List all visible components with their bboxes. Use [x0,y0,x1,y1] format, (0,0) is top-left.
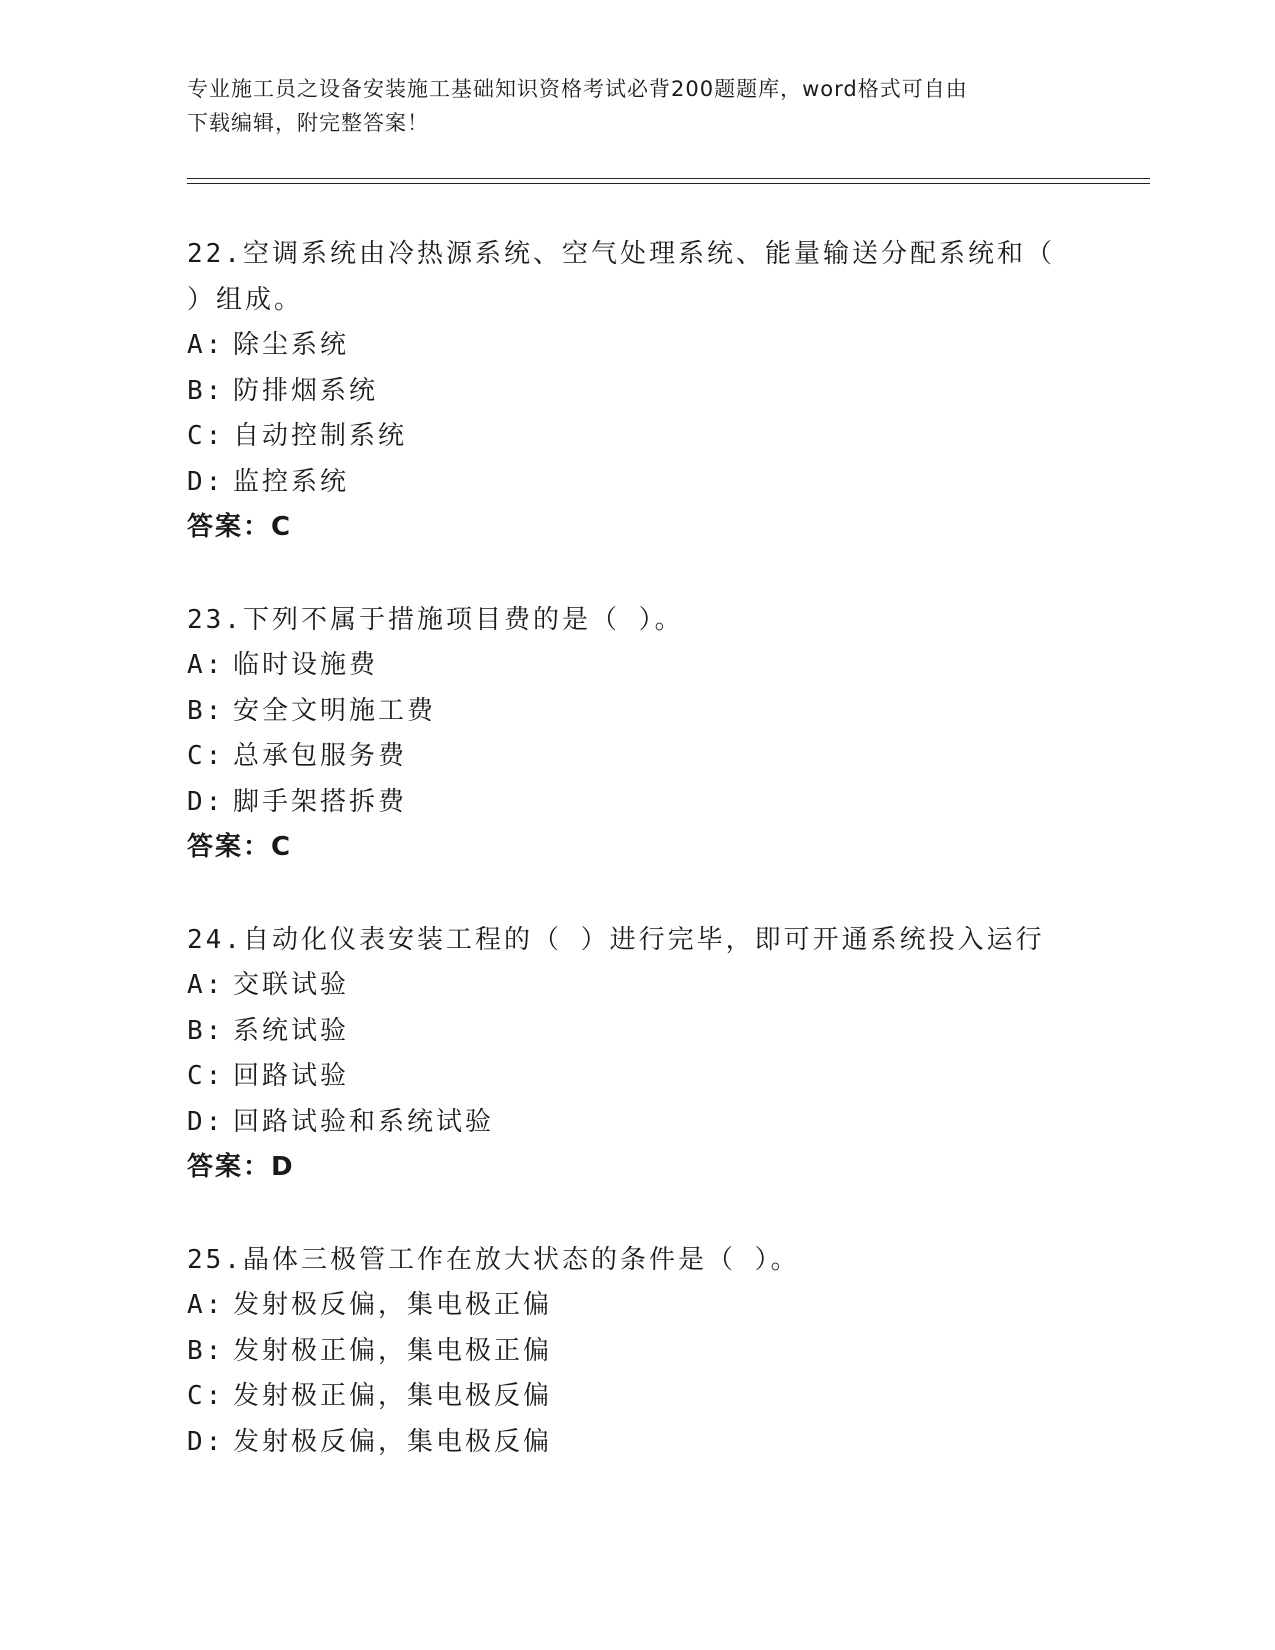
option-key: A: [187,970,225,1000]
option-b [187,689,1087,735]
option-key: C: [187,741,225,771]
document-header [187,72,1087,140]
option-text: 临时设施费 [233,650,379,680]
header-line-2: 下载编辑，附完整答案！ [187,111,429,135]
question-stem: 22.空调系统由冷热源系统、空气处理系统、能量输送分配系统和（ [187,239,1055,269]
answer-label: 答案：D [187,1152,295,1182]
option-text: 脚手架搭拆费 [233,786,408,817]
option-d [187,1100,1087,1146]
option-text: 监控系统 [233,466,350,497]
option-d [187,460,1087,506]
option-key: A: [187,650,225,680]
option-key: D: [187,1426,225,1457]
header-divider-top [187,178,1150,179]
option-text: 发射极反偏，集电极正偏 [233,1290,553,1320]
option-text: 总承包服务费 [233,741,408,771]
option-key: B: [187,1335,225,1366]
option-text: 回路试验和系统试验 [233,1106,495,1137]
option-c [187,734,1087,780]
header-divider-bottom [187,183,1150,184]
option-a [187,1283,1087,1329]
option-text: 交联试验 [233,970,350,1000]
option-key: B: [187,695,225,726]
question-23 [187,598,1087,871]
option-text: 系统试验 [233,1015,350,1046]
option-a [187,643,1087,689]
option-key: C: [187,421,225,451]
option-key: B: [187,1015,225,1046]
option-key: D: [187,466,225,497]
option-text: 除尘系统 [233,330,350,360]
option-text: 发射极正偏，集电极正偏 [233,1335,553,1366]
option-key: B: [187,375,225,406]
header-line-1: 专业施工员之设备安装施工基础知识资格考试必背200题题库，word格式可自由 [187,77,968,101]
answer-label: 答案：C [187,512,293,542]
option-a [187,323,1087,369]
option-text: 发射极反偏，集电极反偏 [233,1426,553,1457]
question-25 [187,1238,1087,1466]
question-list [187,232,1087,1512]
option-text: 自动控制系统 [233,421,408,451]
question-stem-continued: ）组成。 [187,284,304,315]
option-key: C: [187,1061,225,1091]
option-b [187,369,1087,415]
option-a [187,963,1087,1009]
option-key: A: [187,330,225,360]
question-24 [187,918,1087,1191]
option-key: D: [187,786,225,817]
option-b [187,1329,1087,1375]
option-c [187,1374,1087,1420]
option-b [187,1009,1087,1055]
question-stem: 24.自动化仪表安装工程的（ ）进行完毕，即可开通系统投入运行 [187,924,1045,955]
option-c [187,1054,1087,1100]
question-stem: 25.晶体三极管工作在放大状态的条件是（ ）。 [187,1244,800,1275]
option-d [187,780,1087,826]
question-22 [187,232,1087,551]
answer-label: 答案：C [187,832,293,862]
question-stem: 23.下列不属于措施项目费的是（ ）。 [187,604,684,635]
option-d [187,1420,1087,1466]
option-text: 防排烟系统 [233,375,379,406]
option-key: A: [187,1290,225,1320]
option-text: 安全文明施工费 [233,695,437,726]
option-key: C: [187,1381,225,1411]
option-text: 回路试验 [233,1061,350,1091]
option-text: 发射极正偏，集电极反偏 [233,1381,553,1411]
option-key: D: [187,1106,225,1137]
option-c [187,414,1087,460]
